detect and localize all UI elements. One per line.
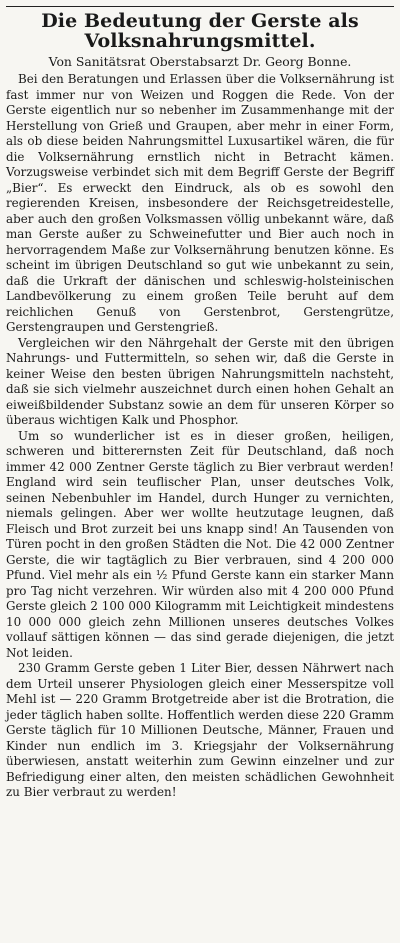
article-paragraph-4: 230 Gramm Gerste geben 1 Liter Bier, dessen Nährwert nach dem Urteil unserer Physiologen gleich einer Messerspitze voll Mehl ist — 220 Gramm Brotgetreide aber ist die Brotration, die jeder täglich haben sollte. Hoffentlich werden diese 220 Gramm Gerste täglich für 10 Millionen Deutsche, Männer, Frauen und Kinder nun endlich im 3. Kriegsjahr der Volksernährung überwiesen, anstatt weiterhin zum Gewinn einzelner und zur Befriedigung einer alten, den meisten schädlichen Gewohnheit zu Bier verbraut zu werden! xyxy=(6,661,394,799)
article-headline: Die Bedeutung der Gerste als Volksnahrungsmittel. xyxy=(41,10,359,52)
article-paragraph-2: Vergleichen wir den Nährgehalt der Gerste mit den übrigen Nahrungs- und Futtermitteln, so sehen wir, daß die Gerste in keiner Weise den besten übrigen Nahrungsmitteln nachsteht, daß sie sich vielmehr auszeichnet durch einen hohen Gehalt an eiweißbildender Substanz sowie an dem für unseren Körper so überaus wichtigen Kalk und Phosphor. xyxy=(6,335,394,427)
article-paragraph-1: Bei den Beratungen und Erlassen über die Volksernährung ist fast immer nur von Weizen und Roggen die Rede. Von der Gerste eigentlich nur so nebenher im Zusammenhange mit der Herstellung von Grieß und Graupen, aber mehr in einer Form, als ob diese beiden Nahrungsmittel Luxusartikel wären, die für die Volksernährung ernstlich nicht in Betracht kämen. Vorzugsweise verbindet sich mit dem Begriff Gerste der Begriff „Bier“. Es erweckt den Eindruck, als ob es sowohl den regierenden Kreisen, insbesondere der Reichsgetreidestelle, aber auch den großen Volksmassen völlig unbekannt wäre, daß man Gerste außer zu Schweinefutter und Bier auch noch in hervorragendem Maße zur Volksernährung benutzen könne. Es scheint im übrigen Deutschland so gut wie unbekannt zu sein, daß die Urkraft der dänischen und schleswig-holsteinischen Landbevölkerung zu einem großen Teile beruht auf dem reichlichen Genuß von Gerstenbrot, Gerstengrütze, Gerstengraupen und Gerstengrieß. xyxy=(6,72,394,334)
article xyxy=(6,11,394,801)
article-byline: Von Sanitätsrat Oberstabsarzt Dr. Georg Bonne. xyxy=(48,54,352,69)
article-paragraph-3: Um so wunderlicher ist es in dieser großen, heiligen, schweren und bitterernsten Zeit für Deutschland, daß noch immer 42 000 Zentner Gerste täglich zu Bier verbraut werden! England wird sein teuflischer Plan, unser deutsches Volk, seinen Nebenbuhler im Handel, durch Hunger zu vernichten, niemals gelingen. Aber wer wollte heutzutage leugnen, daß Fleisch und Brot zurzeit bei uns knapp sind! An Tausenden von Türen pocht in den großen Städten die Not. Die 42 000 Zentner Gerste, die wir tagtäglich zu Bier verbrauen, sind 4 200 000 Pfund. Viel mehr als ein ½ Pfund Gerste kann ein starker Mann pro Tag nicht verzehren. Wir würden also mit 4 200 000 Pfund Gerste gleich 2 100 000 Kilogramm mit Leichtigkeit mindestens 10 000 000 gleich zehn Millionen unseres deutsches Volkes vollauf sättigen können — das sind gerade diejenigen, die jetzt Not leiden. xyxy=(6,428,394,660)
top-rule xyxy=(6,6,394,7)
